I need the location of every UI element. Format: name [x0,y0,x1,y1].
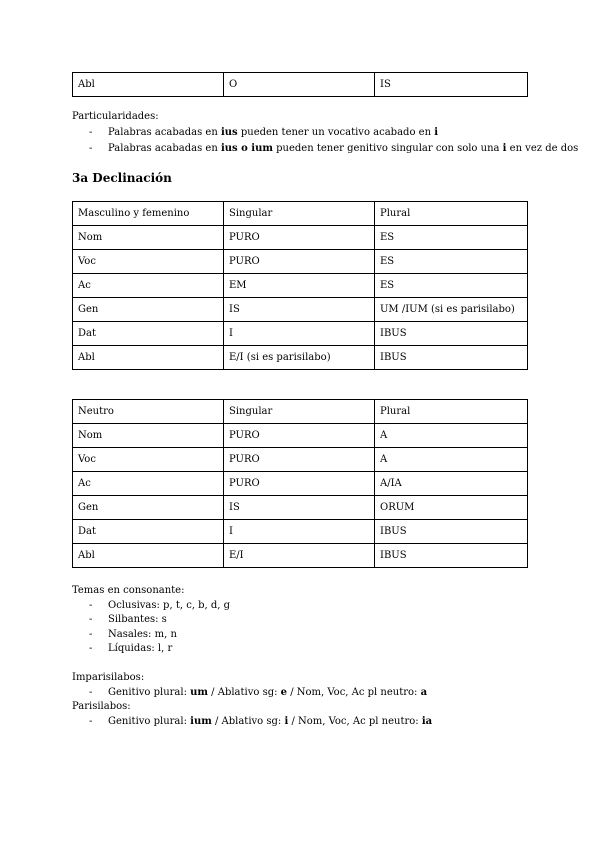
bullet: - [89,716,93,727]
table-cell: Singular [224,400,375,424]
table-header-row [73,400,528,424]
table-cell: A [375,448,528,472]
bullet: - [89,629,93,640]
table-cell: Gen [73,298,224,322]
table-cell: EM [224,274,375,298]
parisilabos-text: Genitivo plural: ium / Ablativo sg: i / Nom, Voc, Ac pl neutro: ia [108,716,433,727]
particularidad-text: Palabras acabadas en ius o ium pueden tener genitivo singular con solo una i en vez de dos [108,143,579,154]
table-cell: Plural [375,202,528,226]
masculine-feminine-table [72,201,528,370]
table-cell: Voc [73,250,224,274]
table-row [73,424,528,448]
table-row [73,496,528,520]
table-cell: Dat [73,322,224,346]
temas-item: Nasales: m, n [108,629,177,640]
table-row [73,472,528,496]
bullet: - [89,143,93,154]
table-cell: IS [224,496,375,520]
table-row [73,322,528,346]
table-cell: Voc [73,448,224,472]
temas-title: Temas en consonante: [72,585,185,596]
table-cell: Nom [73,226,224,250]
temas-item: Oclusivas: p, t, c, b, d, g [108,600,231,611]
particularidad-text: Palabras acabadas en ius pueden tener un vocativo acabado en i [108,127,438,138]
temas-item: Líquidas: l, r [108,643,173,654]
table-cell: ES [375,274,528,298]
particularidades-title: Particularidades: [72,111,159,122]
bullet: - [89,687,93,698]
table-cell: ORUM [375,496,528,520]
table-cell: Singular [224,202,375,226]
table-cell: PURO [224,250,375,274]
table-cell: PURO [224,472,375,496]
table-cell: I [224,322,375,346]
table-cell: IBUS [375,346,528,370]
table-row [73,298,528,322]
imparisilabos-title: Imparisilabos: [72,672,145,683]
bullet: - [89,614,93,625]
table-cell: Ac [73,472,224,496]
table-cell: Abl [73,346,224,370]
table-cell: Nom [73,424,224,448]
table-cell: Neutro [73,400,224,424]
table-row [73,274,528,298]
table-row [73,520,528,544]
table-cell: Abl [73,544,224,568]
table-cell: Abl [73,73,224,97]
bullet: - [89,127,93,138]
neuter-table [72,399,528,568]
table-cell: E/I [224,544,375,568]
table-cell: IBUS [375,520,528,544]
bullet: - [89,600,93,611]
table-cell: O [224,73,375,97]
table-cell: A/IA [375,472,528,496]
table-cell: PURO [224,226,375,250]
table-row [73,250,528,274]
imparisilabos-text: Genitivo plural: um / Ablativo sg: e / Nom, Voc, Ac pl neutro: a [108,687,428,698]
table-cell: Dat [73,520,224,544]
table-cell: IS [224,298,375,322]
table-cell: Ac [73,274,224,298]
table-cell: A [375,424,528,448]
top-declension-table [72,72,528,97]
table-cell: PURO [224,424,375,448]
section-title: 3a Declinación [72,171,172,185]
table-row [73,448,528,472]
bullet: - [89,643,93,654]
table-cell: IBUS [375,544,528,568]
table-cell: ES [375,226,528,250]
table-row [73,226,528,250]
temas-item: Silbantes: s [108,614,167,625]
table-cell: IS [375,73,528,97]
table-cell: Plural [375,400,528,424]
table-cell: I [224,520,375,544]
parisilabos-title: Parisilabos: [72,701,131,712]
table-header-row [73,202,528,226]
table-cell: UM /IUM (si es parisilabo) [375,298,528,322]
table-cell: ES [375,250,528,274]
table-row [73,346,528,370]
table-cell: Gen [73,496,224,520]
table-row [73,544,528,568]
table-cell: PURO [224,448,375,472]
table-row [73,73,528,97]
table-cell: IBUS [375,322,528,346]
table-cell: E/I (si es parisilabo) [224,346,375,370]
table-cell: Masculino y femenino [73,202,224,226]
